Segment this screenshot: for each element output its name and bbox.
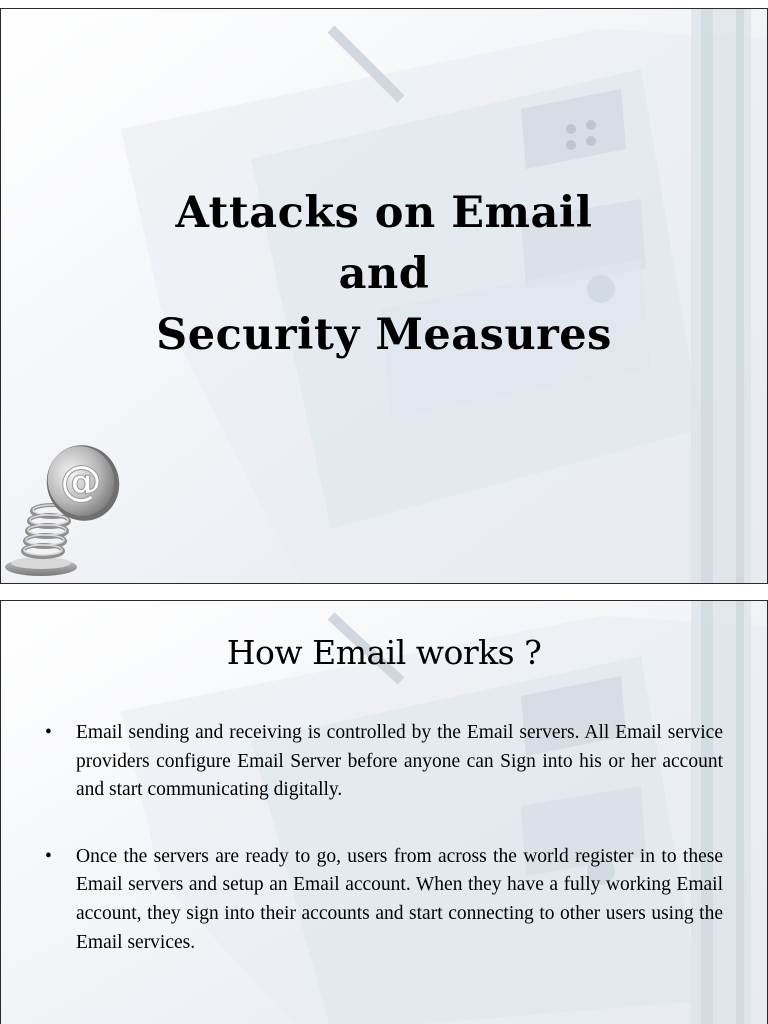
svg-text:@: @	[60, 456, 102, 505]
slide-title	[1, 183, 767, 366]
bullet-icon: •	[45, 845, 52, 867]
bullet-list	[41, 719, 723, 995]
title-line-1: Attacks on Email	[175, 188, 593, 238]
list-item	[41, 843, 723, 957]
title-slide	[0, 8, 768, 584]
title-line-2: and	[338, 249, 430, 299]
bullet-text: Once the servers are ready to go, users from across the world register in to these Email servers and setup an Email account. When they have a fully working Email account, they sign into their accounts and start connecting to other users using the Email services.	[76, 845, 723, 953]
bullet-text: Email sending and receiving is controlled by the Email servers. All Email service providers configure Email Server before anyone can Sign into his or her account and start communicating digitally.	[76, 722, 723, 801]
list-item	[41, 719, 723, 805]
slide-title: How Email works ?	[226, 633, 542, 672]
content-slide	[0, 600, 768, 1024]
at-sign-spring-icon	[3, 439, 123, 579]
bullet-icon: •	[45, 722, 52, 743]
title-line-3: Security Measures	[156, 310, 612, 360]
